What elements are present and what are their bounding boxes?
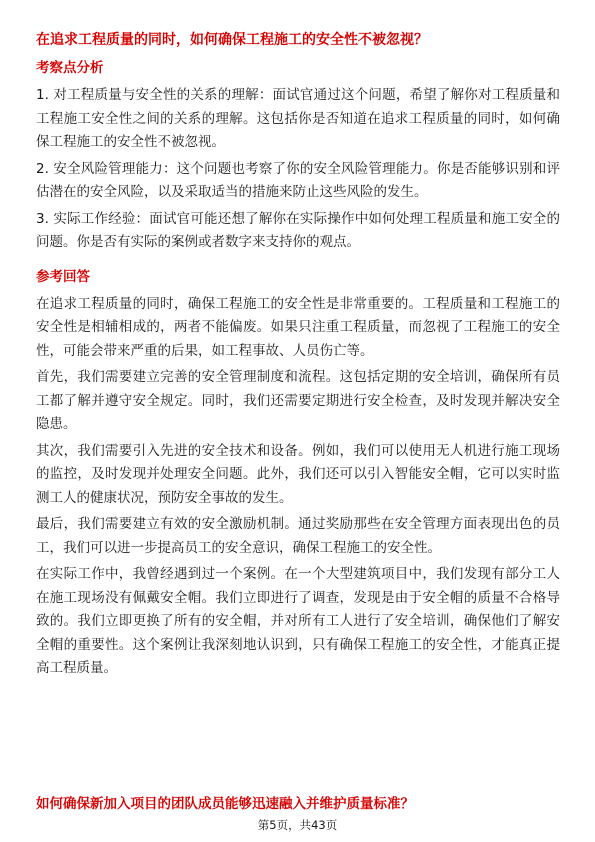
page-content — [36, 30, 560, 684]
analysis-item: 2. 安全风险管理能力：这个问题也考察了你的安全风险管理能力。你是否能够识别和评估潜在的安全风险，以及采取适当的措施来防止这些风险的发生。 — [36, 160, 560, 200]
page-number: 第5页，共43页 — [257, 818, 338, 832]
answer-paragraph: 其次，我们需要引入先进的安全技术和设备。例如，我们可以使用无人机进行施工现场的监控，及时发现并处理安全问题。此外，我们还可以引入智能安全帽，它可以实时监测工人的健康状况，预防安全事故的发生。 — [36, 442, 560, 506]
answer-paragraph: 在追求工程质量的同时，确保工程施工的安全性是非常重要的。工程质量和工程施工的安全性是相辅相成的，两者不能偏废。如果只注重工程质量，而忽视了工程施工的安全性，可能会带来严重的后果，如工程事故、人员伤亡等。 — [36, 295, 560, 359]
analysis-item: 3. 实际工作经验：面试官可能还想了解你在实际操作中如何处理工程质量和施工安全的问题。你是否有实际的案例或者数字来支持你的观点。 — [36, 210, 560, 250]
answer-paragraph: 首先，我们需要建立完善的安全管理制度和流程。这包括定期的安全培训，确保所有员工都了解并遵守安全规定。同时，我们还需要定期进行安全检查，及时发现并解决安全隐患。 — [36, 369, 560, 432]
answer-heading: 参考回答 — [36, 268, 90, 285]
answer-paragraph: 最后，我们需要建立有效的安全激励机制。通过奖励那些在安全管理方面表现出色的员工，我们可以进一步提高员工的安全意识，确保工程施工的安全性。 — [36, 516, 560, 556]
analysis-heading: 考察点分析 — [36, 60, 104, 76]
analysis-item: 1. 对工程质量与安全性的关系的理解：面试官通过这个问题，希望了解你对工程质量和工程施工安全性之间的关系的理解。这包括你是否知道在追求工程质量的同时，如何确保工程施工的安全性不被忽视。 — [36, 87, 560, 150]
next-question-title: 如何确保新加入项目的团队成员能够迅速融入并维护质量标准？ — [36, 796, 414, 812]
question-title: 在追求工程质量的同时，如何确保工程施工的安全性不被忽视？ — [36, 32, 428, 48]
answer-paragraph: 在实际工作中，我曾经遇到过一个案例。在一个大型建筑项目中，我们发现有部分工人在施工现场没有佩戴安全帽。我们立即进行了调查，发现是由于安全帽的质量不合格导致的。我们立即更换了所有的安全帽，并对所有工人进行了安全培训，确保他们了解安全帽的重要性。这个案例让我深刻地认识到，只有确保工程施工的安全性，才能真正提高工程质量。 — [36, 566, 560, 676]
